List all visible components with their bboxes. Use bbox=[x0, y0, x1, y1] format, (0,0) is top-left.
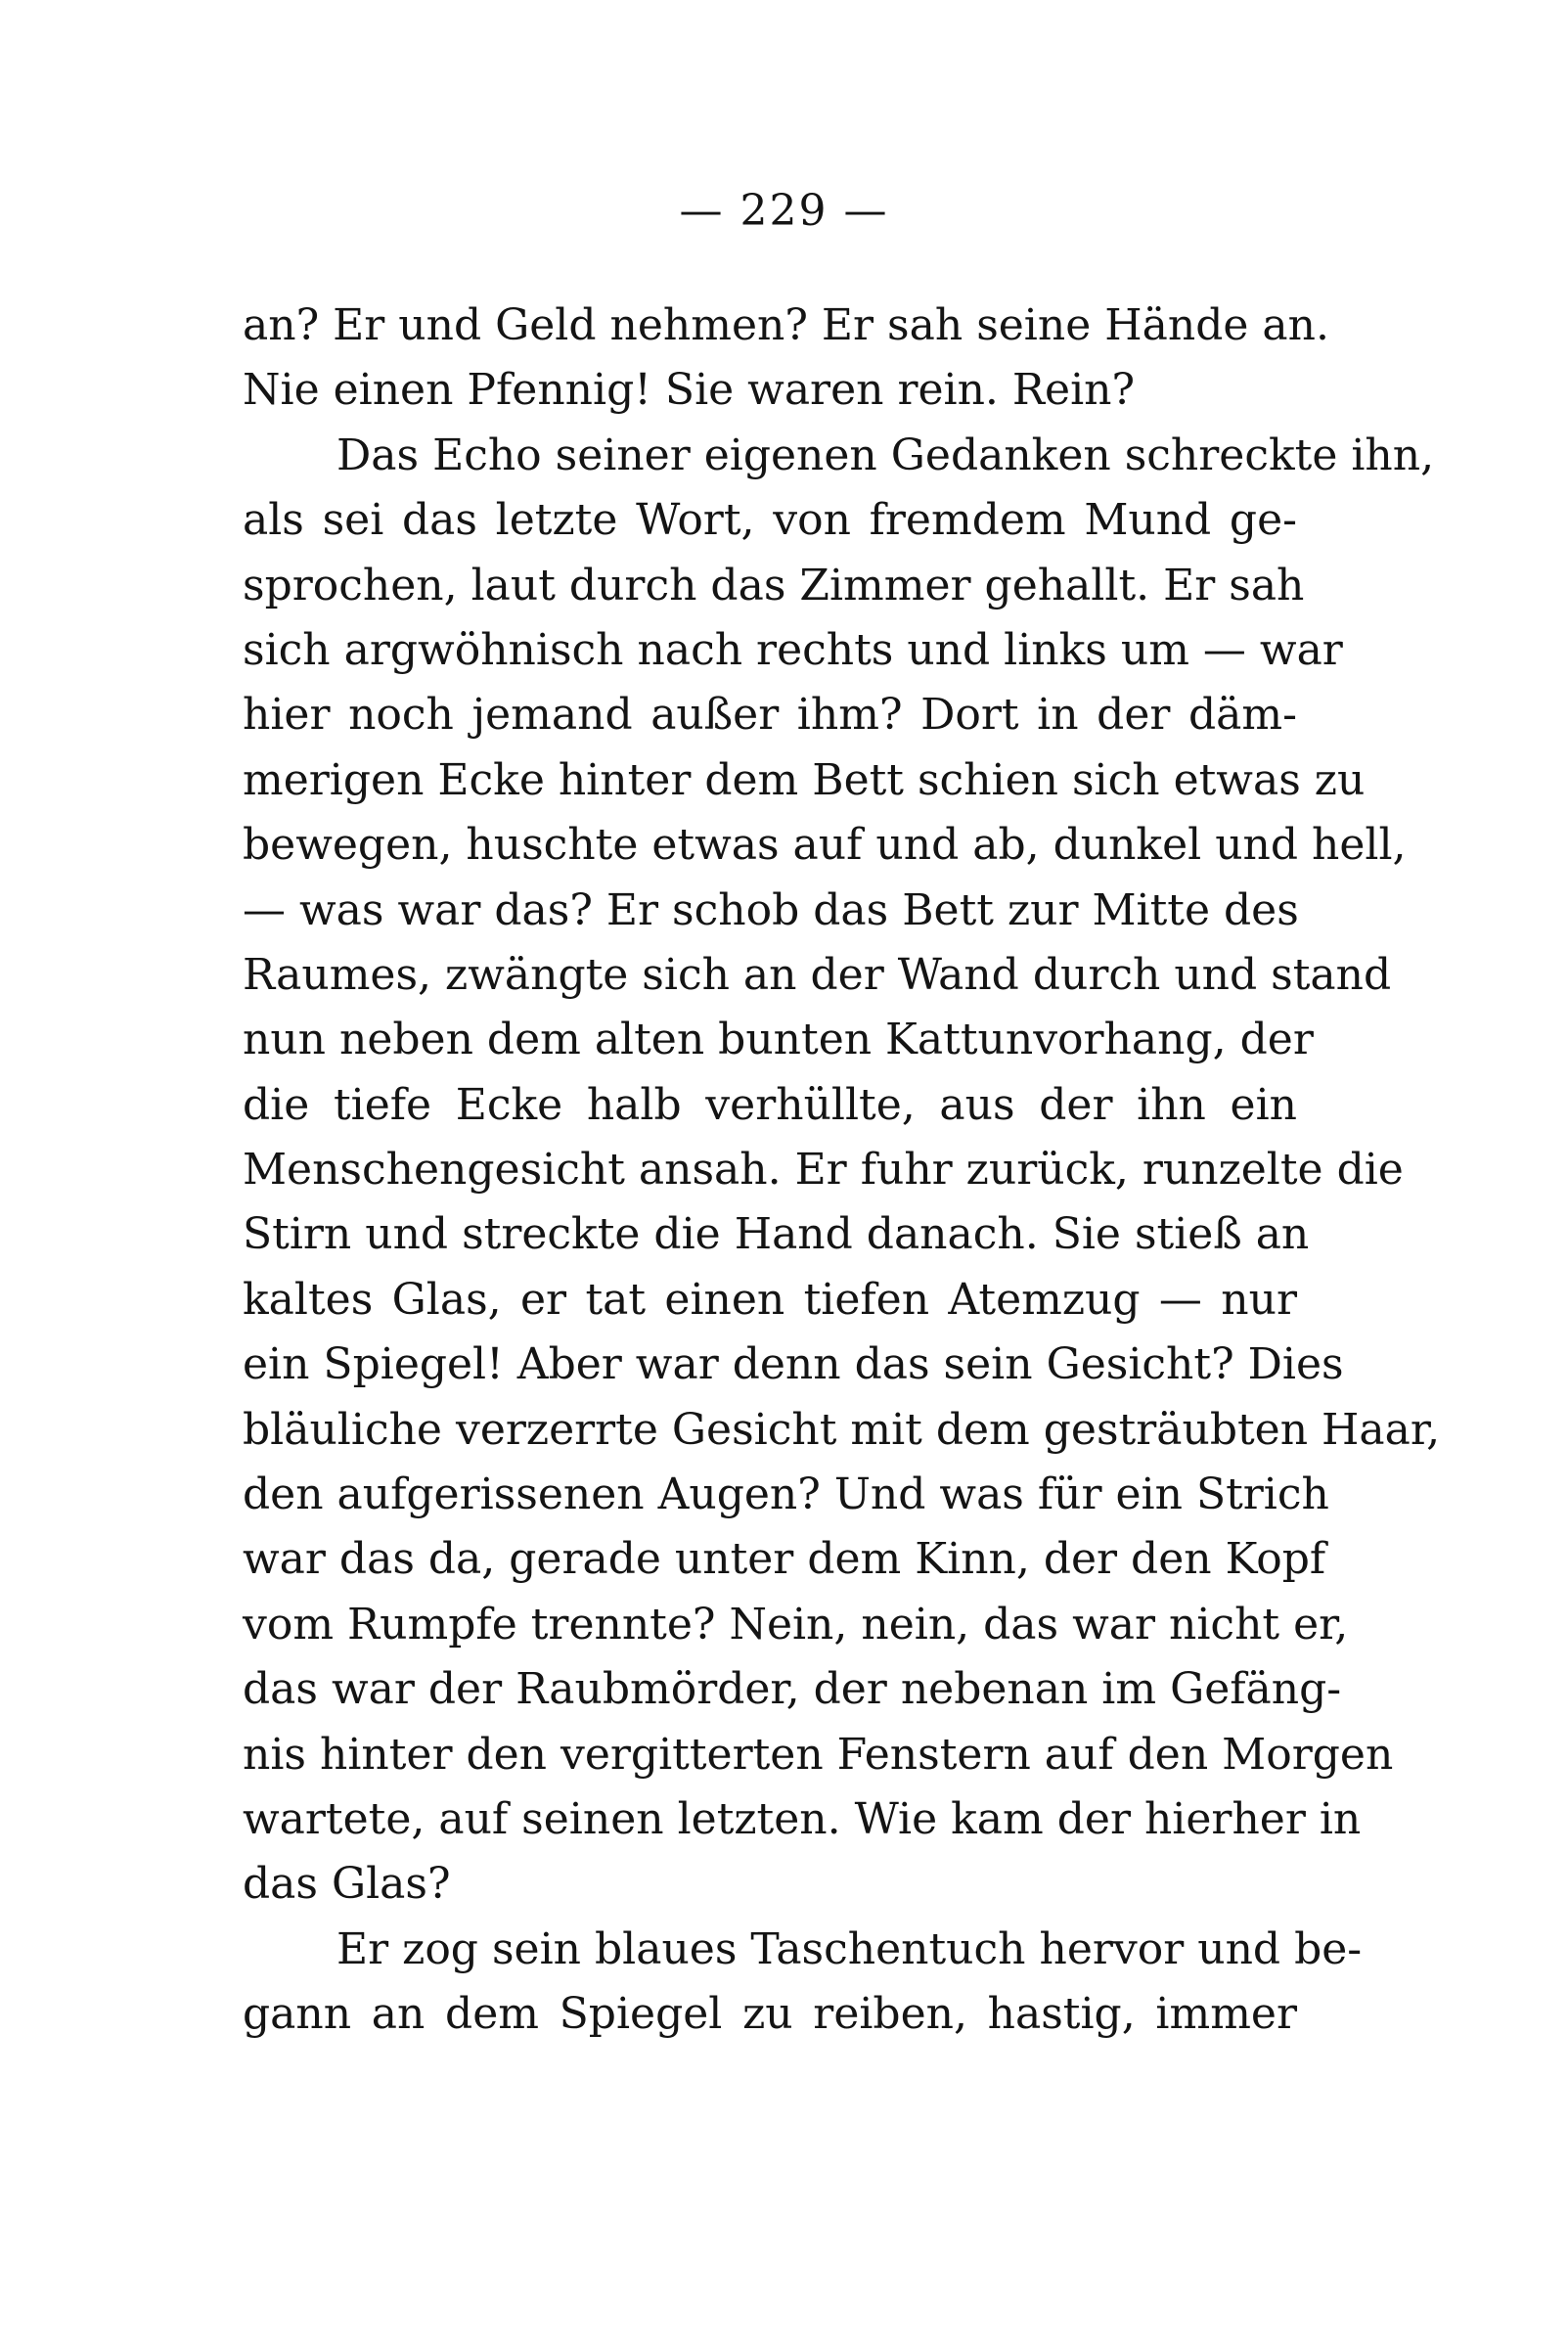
text-line: nun neben dem alten bunten Kattunvorhang, der bbox=[243, 1015, 1314, 1065]
text-line: war das da, gerade unter dem Kinn, der den Kopf bbox=[243, 1534, 1326, 1585]
text-line: vom Rumpfe trennte? Nein, nein, das war nicht er, bbox=[243, 1599, 1349, 1650]
body-text bbox=[243, 294, 1441, 2048]
text-line: merigen Ecke hinter dem Bett schien sich etwas zu bbox=[243, 754, 1366, 805]
text-line: das war der Raubmörder, der nebenan im Gefäng- bbox=[243, 1664, 1342, 1715]
text-line: wartete, auf seinen letzten. Wie kam der hierher in bbox=[243, 1793, 1362, 1844]
text-line: den aufgerissenen Augen? Und was für ein Strich bbox=[243, 1469, 1329, 1520]
text-line: sprochen, laut durch das Zimmer gehallt. Er sah bbox=[243, 560, 1305, 610]
paragraph-first-line: Das Echo seiner eigenen Gedanken schreckte ihn, bbox=[336, 429, 1435, 480]
text-line: als sei das letzte Wort, von fremdem Mund ge- bbox=[243, 495, 1297, 546]
text-line: das Glas? bbox=[243, 1859, 451, 1910]
text-line: ein Spiegel! Aber war denn das sein Gesicht? Dies bbox=[243, 1339, 1344, 1390]
text-line: bläuliche verzerrte Gesicht mit dem gesträubten Haar, bbox=[243, 1404, 1441, 1455]
text-line: nis hinter den vergitterten Fenstern auf den Morgen bbox=[243, 1729, 1394, 1780]
text-line: Stirn und streckte die Hand danach. Sie stieß an bbox=[243, 1209, 1310, 1260]
text-line: Nie einen Pfennig! Sie waren rein. Rein? bbox=[243, 365, 1136, 416]
text-line: Raumes, zwängte sich an der Wand durch und stand bbox=[243, 949, 1392, 1000]
text-line: hier noch jemand außer ihm? Dort in der däm- bbox=[243, 690, 1297, 741]
text-line: die tiefe Ecke halb verhüllte, aus der ihn ein bbox=[243, 1079, 1297, 1130]
text-line: an? Er und Geld nehmen? Er sah seine Hände an. bbox=[243, 300, 1329, 350]
text-line: kaltes Glas, er tat einen tiefen Atemzug — nur bbox=[243, 1274, 1297, 1325]
paragraph-first-line: Er zog sein blaues Taschentuch hervor und be- bbox=[336, 1923, 1363, 1974]
text-line: sich argwöhnisch nach rechts und links um — war bbox=[243, 624, 1343, 675]
text-line: bewegen, huschte etwas auf und ab, dunkel und hell, bbox=[243, 820, 1407, 871]
page-number: — 229 — bbox=[679, 186, 889, 236]
text-line: gann an dem Spiegel zu reiben, hastig, immer bbox=[243, 1989, 1297, 2040]
text-line: Menschengesicht ansah. Er fuhr zurück, runzelte die bbox=[243, 1145, 1404, 1196]
text-line: — was war das? Er schob das Bett zur Mitte des bbox=[243, 884, 1299, 935]
